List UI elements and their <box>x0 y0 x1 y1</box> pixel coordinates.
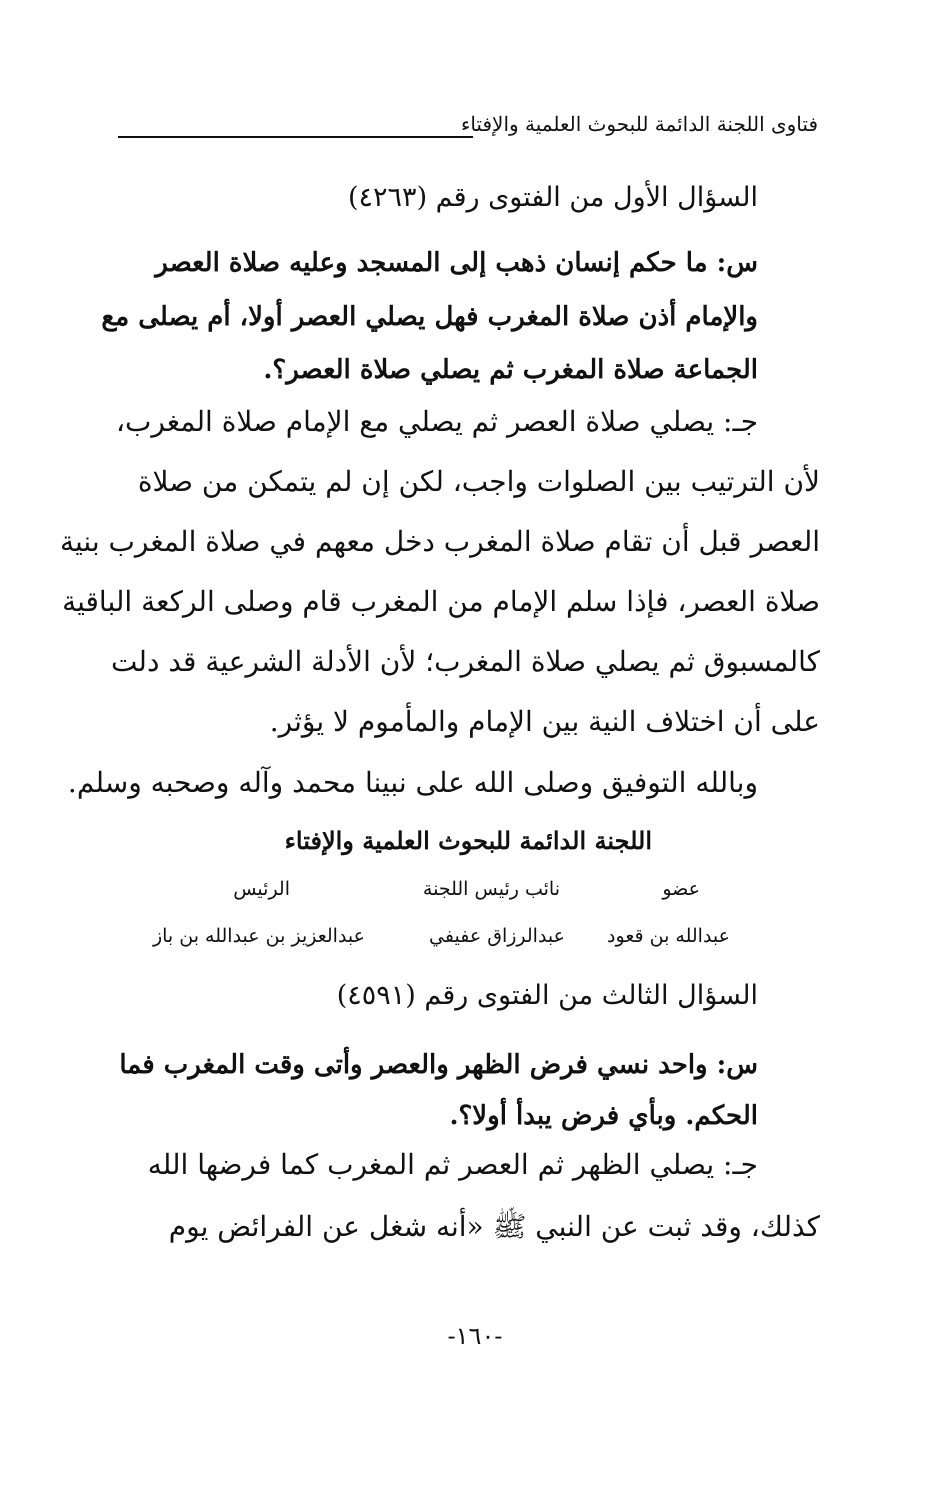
header-rule <box>118 136 473 138</box>
section1-answer-line-1: جـ: يصلي صلاة العصر ثم يصلي مع الإمام صلاة المغرب، <box>115 405 758 438</box>
running-header <box>118 108 818 142</box>
section2-heading: السؤال الثالث من الفتوى رقم (٤٥٩١) <box>336 980 758 1011</box>
section1-question-line-1: س: ما حكم إنسان ذهب إلى المسجد وعليه صلاة العصر <box>155 248 758 278</box>
committee-name: اللجنة الدائمة للبحوث العلمية والإفتاء <box>284 826 652 855</box>
role-deputy: نائب رئيس اللجنة <box>422 878 560 900</box>
section1-answer-line-5: كالمسبوق ثم يصلي صلاة المغرب؛ لأن الأدلة الشرعية قد دلت <box>110 645 820 678</box>
section1-answer-line-2: لأن الترتيب بين الصلوات واجب، لكن إن لم يتمكن من صلاة <box>137 465 820 498</box>
section1-answer-line-3: العصر قبل أن تقام صلاة المغرب دخل معهم في صلاة المغرب بنية <box>59 525 820 558</box>
page-number: -١٦٠- <box>447 1322 503 1350</box>
member-name-3: عبدالعزيز بن عبدالله بن باز <box>152 925 365 947</box>
role-member: عضو <box>662 878 700 900</box>
section1-answer-line-6: على أن اختلاف النية بين الإمام والمأموم لا يؤثر. <box>269 705 820 738</box>
header-title: فتاوى اللجنة الدائمة للبحوث العلمية والإفتاء <box>460 112 818 136</box>
section2-answer-line-2: كذلك، وقد ثبت عن النبي ﷺ «أنه شغل عن الفرائض يوم <box>168 1210 820 1243</box>
section2-answer-line-1: جـ: يصلي الظهر ثم العصر ثم المغرب كما فرضها الله <box>147 1148 758 1181</box>
section1-answer-line-4: صلاة العصر، فإذا سلم الإمام من المغرب قام وصلى الركعة الباقية <box>62 585 820 618</box>
member-name-2: عبدالرزاق عفيفي <box>429 925 565 947</box>
role-chairman: الرئيس <box>233 878 290 900</box>
section1-question-line-3: الجماعة صلاة المغرب ثم يصلي صلاة العصر؟. <box>263 355 758 385</box>
section1-heading: السؤال الأول من الفتوى رقم (٤٢٦٣) <box>348 182 758 213</box>
closing-line: وبالله التوفيق وصلى الله على نبينا محمد وآله وصحبه وسلم. <box>67 766 758 799</box>
member-name-1: عبدالله بن قعود <box>607 925 730 947</box>
section2-question-line-1: س: واحد نسي فرض الظهر والعصر وأتى وقت المغرب فما <box>119 1050 758 1080</box>
section2-question-line-2: الحكم. وبأي فرض يبدأ أولا؟. <box>449 1101 758 1131</box>
section1-question-line-2: والإمام أذن صلاة المغرب فهل يصلي العصر أولا، أم يصلى مع <box>101 302 758 332</box>
